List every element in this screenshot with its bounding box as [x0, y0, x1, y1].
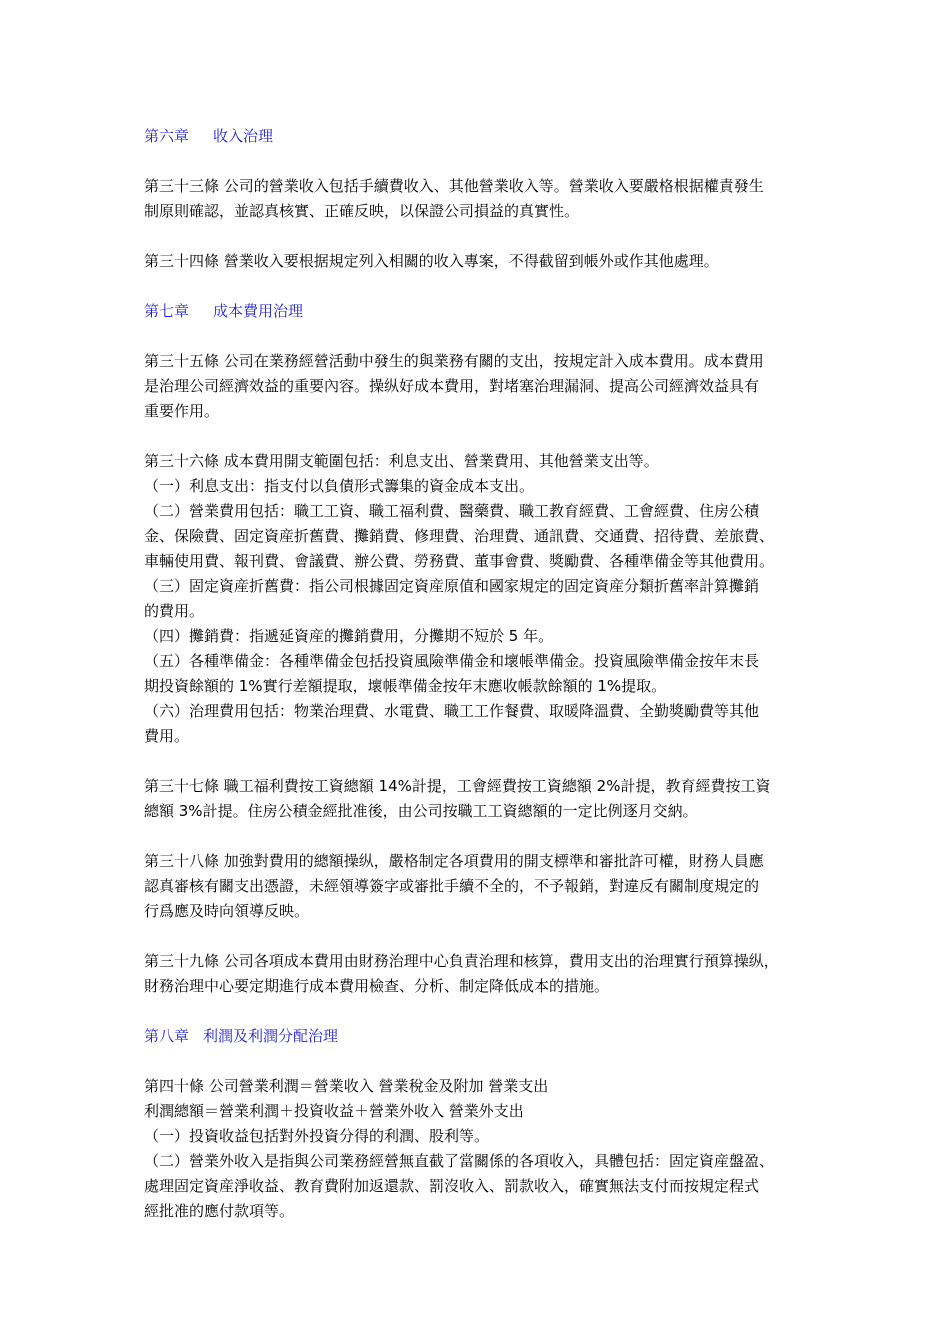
- chapter-7-heading: [144, 299, 812, 324]
- chapter-number: 第六章: [144, 127, 190, 145]
- document-body: [144, 124, 812, 1224]
- chapter-title: 成本費用治理: [213, 302, 304, 320]
- chapter-number: 第八章: [144, 1027, 190, 1045]
- article-33: 第三十三條 公司的營業收入包括手續費收入、其他營業收入等。營業收入要嚴格根据權責發生 制原則確認，並認真核實、正確反映，以保證公司損益的真實性。: [144, 177, 764, 220]
- article-36: 第三十六條 成本費用開支範圍包括：利息支出、營業費用、其他營業支出等。 （一）利息支出：指支付以負債形式籌集的資金成本支出。 （二）營業費用包括：職工工資、職工福利費、醫藥費、職工教育經費、工會經費、住房公積 金、保險費、固定資産折舊費、攤銷費、修理費、治理費、通訊費、交通費、招待費、差旅費、 車輛使用費、報刊費、會議費、辦公費、勞務費、董事會費、獎勵費、各種準備金等其他費用。 （三）固定資産折舊費：指公司根據固定資産原值和國家規定的固定資産分類折舊率計算攤銷 的費用。 （四）攤銷費：指遞延資産的攤銷費用，分攤期不短於 5 年。 （五）各種準備金：各種準備金包括投資風險準備金和壞帳準備金。投資風險準備金按年末長 期投資餘額的 1%實行差額提取，壞帳準備金按年末應收帳款餘額的 1%提取。 （六）治理費用包括：物業治理費、水電費、職工工作餐費、取暖降溫費、全勤獎勵費等其他 費用。: [144, 452, 775, 745]
- chapter-number: 第七章: [144, 302, 190, 320]
- chapter-title: 利潤及利潤分配治理: [203, 1027, 339, 1045]
- article-39: 第三十九條 公司各項成本費用由財務治理中心負責治理和核算，費用支出的治理實行預算操纵， 財務治理中心要定期進行成本費用檢查、分析、制定降低成本的措施。: [144, 952, 779, 995]
- chapter-title: 收入治理: [213, 127, 274, 145]
- article-40: 第四十條 公司營業利潤＝營業收入 營業稅金及附加 營業支出 利潤總額＝營業利潤＋投資收益＋營業外收入 營業外支出 （一）投資收益包括對外投資分得的利潤、股利等。 （二）營業外收入是指與公司業務經營無直截了當關係的各項收入，具體包括：固定資産盤盈、 處理固定資産淨收益、教育費附加返還款、罰沒收入、罰款收入，確實無法支付而按規定程式 經批准的應付款項等。: [144, 1077, 775, 1220]
- article-38: 第三十八條 加強對費用的總額操纵，嚴格制定各項費用的開支標準和審批許可權，財務人員應 認真審核有關支出憑證，未經領導簽字或審批手續不全的，不予報銷，對違反有關制度規定的 行爲應及時向領導反映。: [144, 852, 764, 920]
- chapter-6-heading: [144, 124, 812, 149]
- chapter-8-heading: [144, 1024, 812, 1049]
- article-35: 第三十五條 公司在業務經營活動中發生的與業務有關的支出，按規定計入成本費用。成本費用 是治理公司經濟效益的重要內容。操纵好成本費用，對堵塞治理漏洞、提高公司經濟效益具有 重要作用。: [144, 352, 764, 420]
- article-34: 第三十四條 營業收入要根据規定列入相關的收入專案，不得截留到帳外或作其他處理。: [144, 252, 719, 270]
- article-37: 第三十七條 職工福利費按工資總額 14%計提，工會經費按工資總額 2%計提，教育經費按工資 總額 3%計提。住房公積金經批准後，由公司按職工工資總額的一定比例逐月交納。: [144, 777, 771, 820]
